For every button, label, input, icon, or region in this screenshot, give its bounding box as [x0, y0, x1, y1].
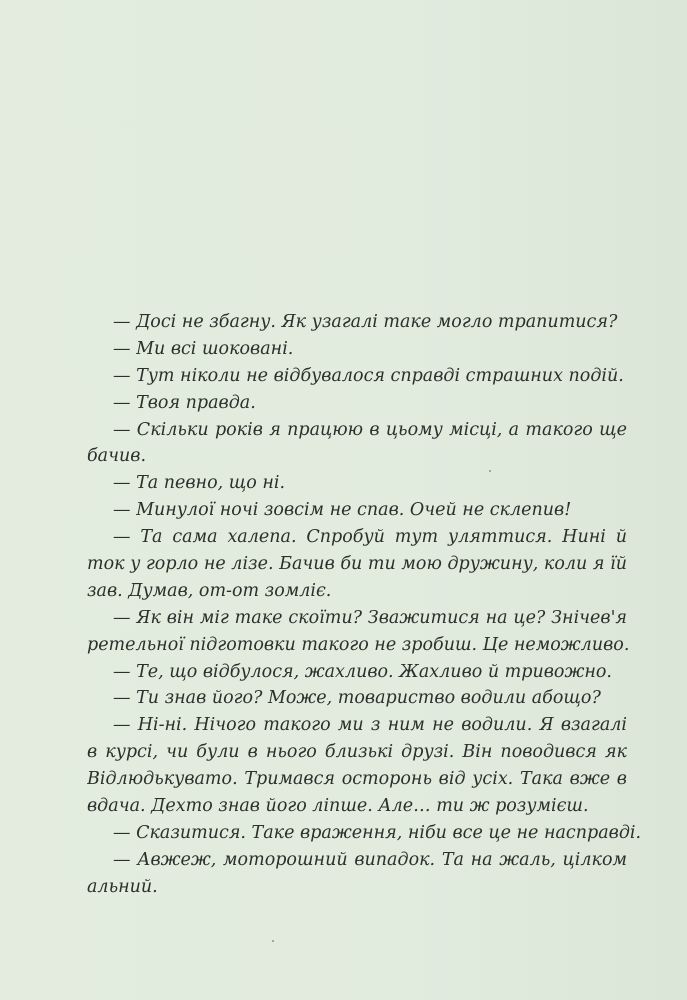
text-line: в курсі, чи були в нього близькі друзі. Він поводився як — [87, 742, 627, 763]
text-line: — Та певно, що ні. — [113, 473, 286, 494]
text-line: зав. Думав, от-от зомліє. — [87, 580, 332, 601]
text-line: — Скільки років я працюю в цьому місці, а такого ще — [113, 419, 627, 440]
text-line: ретельної підготовки такого не зробиш. Це неможливо. — [87, 634, 630, 655]
text-line: — Авжеж, моторошний випадок. Та на жаль, цілком — [113, 849, 627, 870]
paper-speck — [489, 470, 491, 472]
text-line: — Те, що відбулося, жахливо. Жахливо й тривожно. — [113, 661, 612, 682]
text-line: — Досі не збагну. Як узагалі таке могло трапитися? — [113, 312, 618, 332]
book-page-text — [87, 309, 642, 901]
text-line: — Сказитися. Таке враження, ніби все це не насправді. — [113, 822, 642, 843]
text-line: — Минулої ночі зовсім не спав. Очей не склепив! — [113, 500, 572, 521]
text-line: — Твоя правда. — [113, 392, 256, 413]
text-line: — Ти знав його? Може, товариство водили абощо? — [113, 688, 601, 709]
text-line: — Ні-ні. Нічого такого ми з ним не водили. Я взагалі — [113, 715, 627, 736]
text-line: — Ми всі шоковані. — [113, 338, 294, 359]
text-line: ток у горло не лізе. Бачив би ти мою дружину, коли я їй — [87, 554, 627, 575]
paper-speck — [272, 940, 274, 942]
text-line: — Та сама халепа. Спробуй тут уляттися. Нині й — [113, 527, 627, 548]
text-line: Відлюдькувато. Тримався осторонь від усіх. Така вже в — [87, 769, 627, 790]
text-line: вдача. Дехто знав його ліпше. Але… ти ж розумієш. — [87, 796, 589, 817]
text-line: — Як він міг таке скоїти? Зважитися на це? Знічев'я — [113, 607, 627, 628]
text-line: — Тут ніколи не відбувалося справді страшних подій. — [113, 365, 624, 386]
text-line: бачив. — [87, 446, 147, 467]
text-line: альний. — [87, 876, 158, 897]
